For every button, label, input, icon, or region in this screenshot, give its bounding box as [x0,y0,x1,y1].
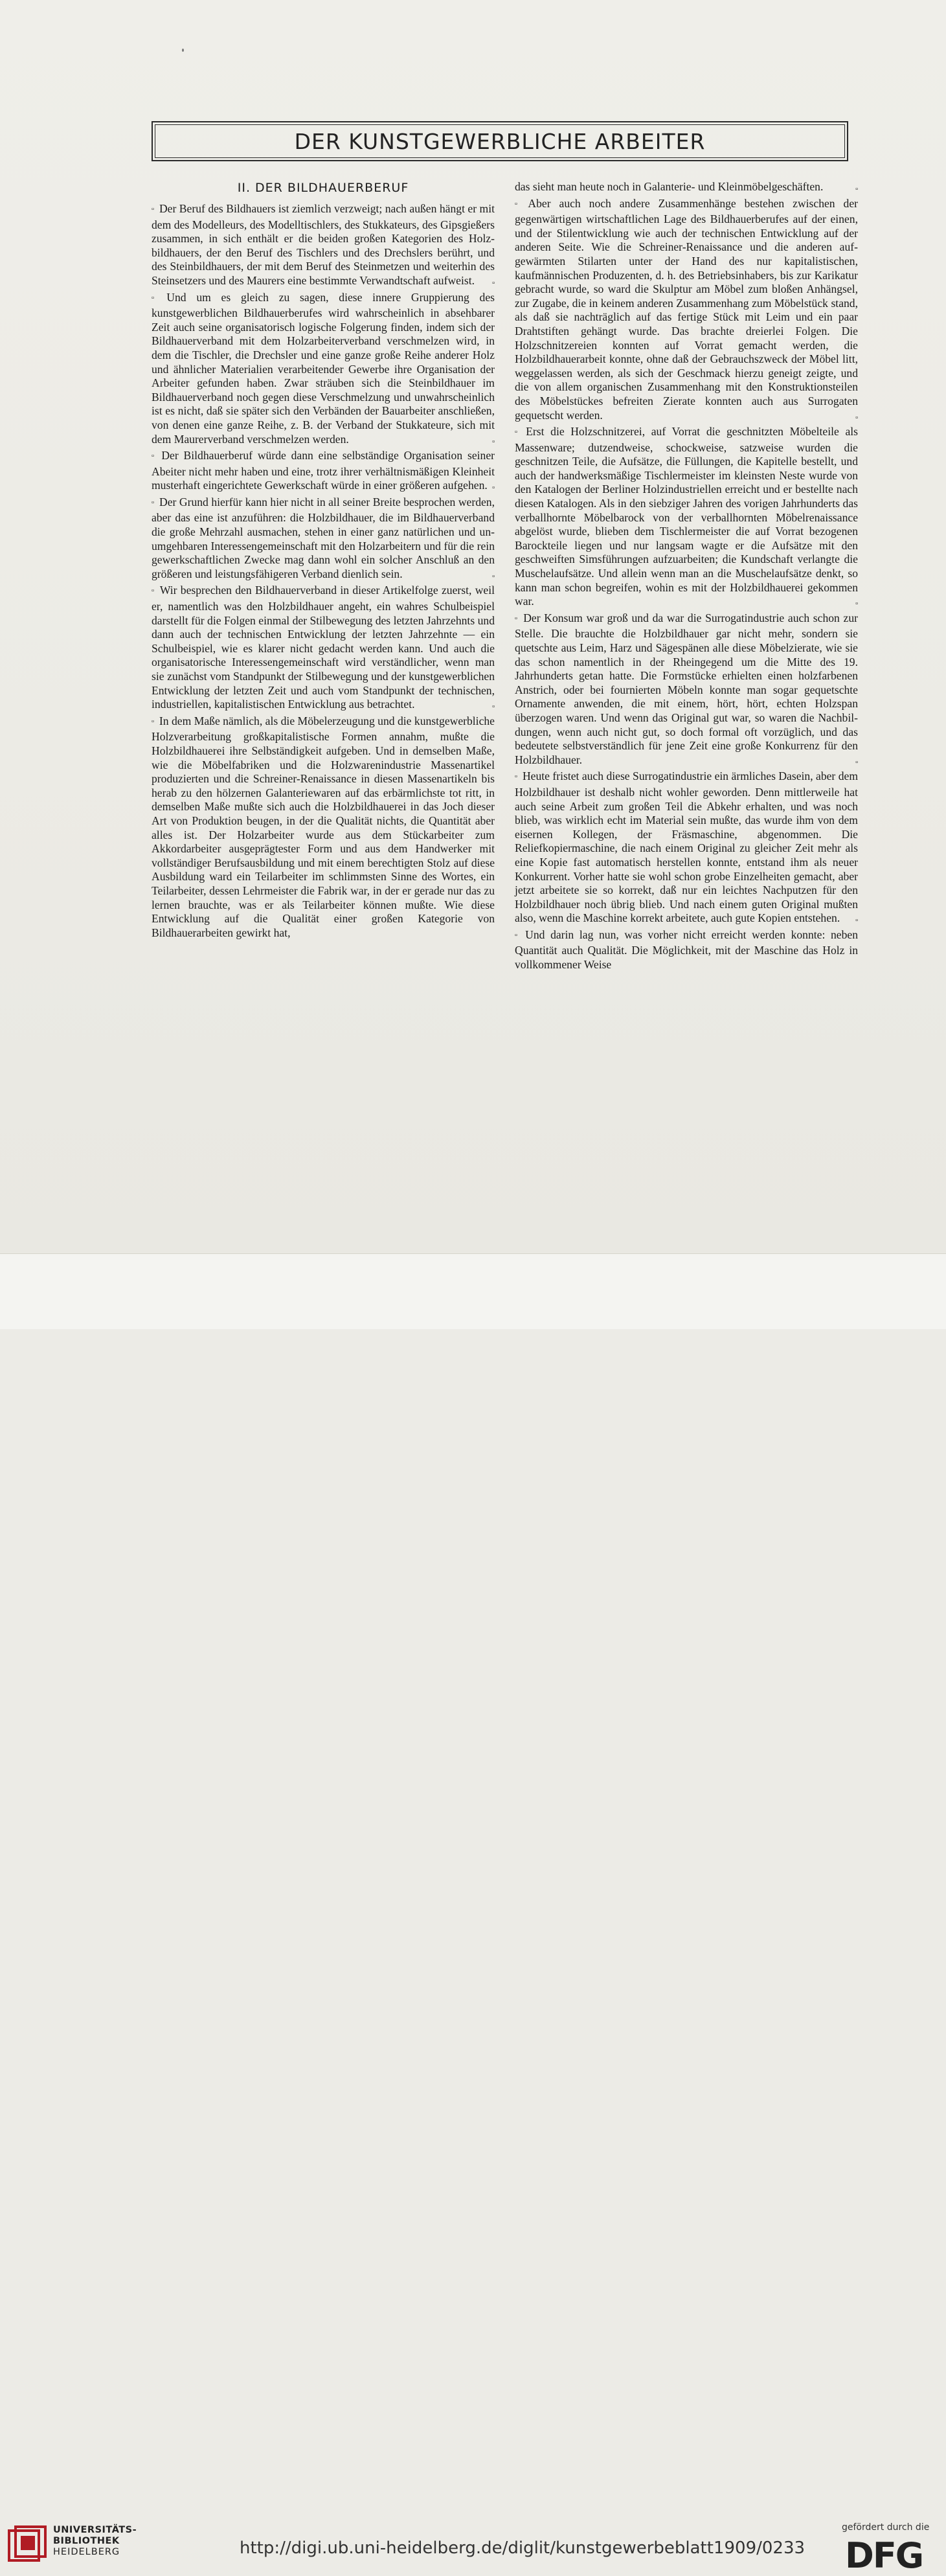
paragraph [515,769,858,928]
footer [0,1254,946,2576]
paragraph [515,928,858,972]
library-line-3: HEIDELBERG [53,2547,120,2557]
paragraph-end-bullet-icon: ▫ [492,279,495,287]
paragraph-bullet-icon: ▫ [152,205,154,213]
paragraph [515,611,858,770]
library-name [53,2525,137,2558]
paragraph-bullet-icon: ▫ [515,773,517,781]
paragraph-text: In dem Maße nämlich, als die Möbelerzeugung und die kunstgewerbliche Holzverarbeitung großkapitalistische Formen annahm, mußte die Holzbildhauerei ihre Selbständigkeit aufgeben. Und in demselben Maße, wie die Möbelfabriken und die Holzwarenindustrie Massenartikel produzierten und die Schreiner-Renaissance in diesen Massenartikeln bis herab zu den hölzernen Galanteriewaren auf das erbärmlichste tot ritt, in demselben Maße mußte sich auch die Holzbildhauerei in das Joch dieser Art von Produktion beugen, in der die Qualität nichts, die Quantität aber alles ist. Der Holzarbeiter wurde aus dem Stückarbeiter zum Akkordarbeiter ausgeprägtester Form und aus dem Handwerker mit vollständiger Berufsausbildung und mit einem berechtigten Stolz auf diese Ausbildung ward ein Teilarbeiter im schlimmsten Sinne des Wortes, ein Teilarbeiter, dessen Lehrmeister die Fabrik war, in der er gerade nur das zu lernen brauchte, was er als Teilarbeiter können mußte. Wie diese Entwicklung auf die Qualität einer großen Kategorie von Bildhauerarbeiten gewirkt hat, [152,714,495,939]
paragraph-end-bullet-icon: ▫ [855,758,858,766]
right-column [515,180,858,972]
left-paragraphs [152,202,495,940]
title-frame [152,121,848,161]
paragraph-text: Der Beruf des Bildhauers ist ziemlich verzweigt; nach außen hängt er mit dem des Modelleurs, des Modelltischlers, des Stukkateurs, des Gipsgießers zusammen, in sich enthält er die beiden großen Kategorien des Holzbildhauers, der den Beruf des Tischlers und des Drechslers berührt, und des Steinbildhauers, der mit dem Beruf des Steinmetzen und weiterhin des Steinsetzers und des Maurers eine bestimmte Verwandtschaft aufweist. [152,202,495,287]
paragraph-end-bullet-icon: ▫ [855,600,858,608]
paragraph-end-bullet-icon: ▫ [855,413,858,422]
paragraph-text: Und um es gleich zu sagen, diese innere Gruppierung des kunstgewerblichen Bildhauerberufes wird wahrscheinlich in absehbarer Zeit auch seine organisatorisch logische Folgerung finden, indem sich der Bildhauerverband mit dem Holzarbeiterverband verschmelzen wird, in dem die Tischler, die Drechsler und eine ganze große Reihe anderer Holz und ähnlicher Materialien verarbeitender Gewerbe ihre Organisation der Arbeiter gefunden haben. Zwar sträuben sich die Steinbildhauer im Bildhauerverband noch gegen diese Verschmelzung und unwahrscheinlich ist es nicht, daß sie später sich den Verbänden der Bauarbeiter anschließen, von denen eine ganze Reihe, z. B. der Verband der Stukkateure, sich mit dem Maurerverband verschmelzen werden. [152,290,495,446]
paragraph-end-bullet-icon: ▫ [855,185,858,193]
paragraph-text: Erst die Holzschnitzerei, auf Vorrat die geschnitzten Möbelteile als Massenware; dutzendweise, schockweise, satzweise wurden die geschnitzen Teile, die Aufsätze, die Füllungen, die Kapitelle bestellt, und auch der handwerksmäßige Tischlermeister im kleinsten Neste wurde von den Katalogen der Berliner Holzindustriellen erreicht und er bestellte nach diesen Katalogen. Als in den siebziger Jahren des vorigen Jahrhunderts das verballhornte Möbelbarock von der verballhornten Möbelrenaissance abgelöst wurde, blieben dem Tischlermeister die auf Vorrat bezogenen Barockteile liegen und nur langsam wagte er die Aufsätze mit den geschweiften Simsführungen aufzuarbeiten; die Kundschaft verlangte die Muschelaufsätze. Und allein wenn man an die Muschelaufsätze denkt, so kann man schon begreifen, wohin es mit der Holzbildhauerei gekommen war. [515,425,858,608]
paragraph-bullet-icon: ▫ [515,428,521,437]
ub-heidelberg-logo-icon [8,2525,48,2566]
paragraph [152,449,495,496]
left-column [152,180,495,940]
section-heading: II. DER BILDHAUERBERUF [237,181,409,195]
page-title: DER KUNSTGEWERBLICHE ARBEITER [294,129,706,154]
paragraph-bullet-icon: ▫ [515,199,523,208]
paragraph [152,714,495,940]
paragraph-text: das sieht man heute noch in Galanterie- und Kleinmöbelgeschäften. [515,180,824,193]
paragraph [515,180,858,197]
paragraph [152,496,495,584]
right-paragraphs [515,180,858,972]
paragraph-end-bullet-icon: ▫ [492,703,495,711]
paragraph-text: Aber auch noch andere Zusammenhänge bestehen zwischen der gegenwärtigen wirtschaftlichen Lage des Bildhauerberufes auf der einen, und der Stilentwicklung wie auch der technischen Entwicklung auf der anderen Seite. Wie die Schreiner-Renaissance und die anderen aufgewärmten Stilarten unter der Hand des nur kapitalistischen, kaufmännischen Produzenten, d. h. des Betriebsinhabers, bis zur Karikatur gebracht wurde, so ward die Skulptur am Möbel zum bloßen Anhängsel, zur Zugabe, die in keinem anderen Zusammenhang zum Möbelstück stand, als daß sie nachträglich auf das fertige Stück mit Leim und ein paar Drahtstiften gehängt wurde. Das brachte dreierlei Folgen. Die Holzschnitzereien konnten auf Vorrat gemacht werden, die Holzbildhauerarbeit konnte, ohne daß der Gebrauchszweck der Möbel litt, weggelassen werden, als sich der Geschmack hierzu geneigt zeigte, und die von allem organischen Zusammenhang mit den Konstruktionsteilen des Möbelstückes befreiten Zierate konnten auch aus Surrogaten gequetscht werden. [515,196,858,422]
paragraph-end-bullet-icon: ▫ [492,572,495,580]
paragraph-end-bullet-icon: ▫ [855,917,858,925]
paragraph-bullet-icon: ▫ [152,587,155,595]
paragraph [515,425,858,611]
paragraph [515,197,858,426]
paragraph-end-bullet-icon: ▫ [492,437,495,446]
library-line-1: UNIVERSITÄTS- [53,2525,137,2535]
paragraph [152,202,495,291]
paragraph-bullet-icon: ▫ [152,717,154,725]
paragraph-text: Und darin lag nun, was vorher nicht erreicht werden konnte: neben Quantität auch Qualität. Die Möglichkeit, mit der Maschine das Holz in vollkommener Weise [515,928,858,972]
paragraph-bullet-icon: ▫ [152,498,155,507]
paper-speck [182,49,184,52]
paragraph [152,584,495,714]
permalink-url[interactable]: http://digi.ub.uni-heidelberg.de/diglit/kunstgewerbeblatt1909/0233 [240,2538,805,2558]
paragraph-text: Der Konsum war groß und da war die Surrogatindustrie auch schon zur Stelle. Die brauchte die Holzbildhauer gar nicht mehr, sondern sie quetschte aus Leim, Harz und Sägespänen alle diese Möbelzierate, wie sie das schon namentlich in der Rheingegend um die Mitte des 19. Jahrhunderts getan hatte. Die Formstücke erhielten einen holzfarbenen Anstrich, oder bei fournierten Möbeln konnte man sogar gequetschte Ornamente anwenden, die mit einem, hört, hört, echten Holzspan überzogen waren. Und wenn das Original gut war, so waren die Nachbildungen, wenn auch nicht gut, so doch formal oft vorzüglich, und das bedeutete selbstverständlich für jene Zeit eine große Konkurrenz für den Holzbildhauer. [515,611,858,766]
paragraph-bullet-icon: ▫ [515,931,521,939]
paragraph-text: Heute fristet auch diese Surrogatindustrie ein ärmliches Dasein, aber dem Holzbildhauer ist deshalb nicht wohler geworden. Denn mittlerweile hat auch seine Arbeit zum großen Teil die Abkehr erhalten, und was noch blieb, was wirklich echt im Material sein mußte, das wurde ihm von dem eisernen Kollegen, der Fräsmaschine, abgenommen. Die Reliefkopiermaschine, die nach einem Original zu gleicher Zeit mehr als eine Kopie fast automatisch herstellen konnte, entstand ihm als neuer Konkurrent. Vorher hatte sie wohl schon grobe Einzelheiten gemacht, aber jetzt arbeitete sie so korrekt, daß nur ein leichtes Nachputzen für den Holzbildhauer noch übrig blieb. Und nach einem guten Original mußten also, wenn die Maschine korrekt arbeitete, auch gute Kopien entstehen. [515,769,859,925]
paragraph-text: Wir besprechen den Bildhauerverband in dieser Artikelfolge zuerst, weil er, namentlich was den Holzbildhauer angeht, ein wahres Schulbeispiel darstellt für die Folgen einmal der Stilbewegung des letzten Jahrzehnts und dann auch der technischen Entwicklung der letzten Jahrzehnte — ein Schulbeispiel, wie es klarer nicht gedacht werden kann. Und auch die organisatorische Interessengemeinschaft wird verständlicher, wenn man sie zunächst vom Standpunkt der Stilbewegung und der kunstgewerblichen Entwicklung der letzten Zeit und auch vom Standpunkt der technischen, industriellen, kapitalistischen Entwicklung aus betrachtet. [152,584,495,711]
paragraph [152,291,495,450]
paragraph-bullet-icon: ▫ [515,614,519,622]
library-line-2: BIBLIOTHEK [53,2536,120,2546]
paragraph-text: Der Grund hierfür kann hier nicht in all seiner Breite besprochen werden, aber das eine ist anzuführen: die Holzbildhauer, die im Bildhauerverband die große Mehrzahl ausmachen, stehen in einer ganz natürlichen und unumgehbaren Interessengemeinschaft mit den Holzarbeitern und für die rein gewerkschaftlichen Zwecke mag dann wohl ein solcher Anschluß an den größeren und leistungsfähigeren Verband dienlich sein. [152,495,495,580]
paragraph-bullet-icon: ▫ [152,452,157,461]
paragraph-end-bullet-icon: ▫ [492,484,495,492]
scanned-page [0,0,946,1253]
funding-caption: gefördert durch die [842,2522,930,2533]
paragraph-text: Der Bildhauerberuf würde dann eine selbständige Organisation seiner Abeiter nicht mehr haben und eine, trotz ihrer verhältnismäßigen Kleinheit musterhaft eingerichtete Gewerkschaft würde in einer größeren aufgehen. [152,449,495,492]
paragraph-bullet-icon: ▫ [152,293,162,302]
dfg-logo: DFG [845,2535,923,2576]
